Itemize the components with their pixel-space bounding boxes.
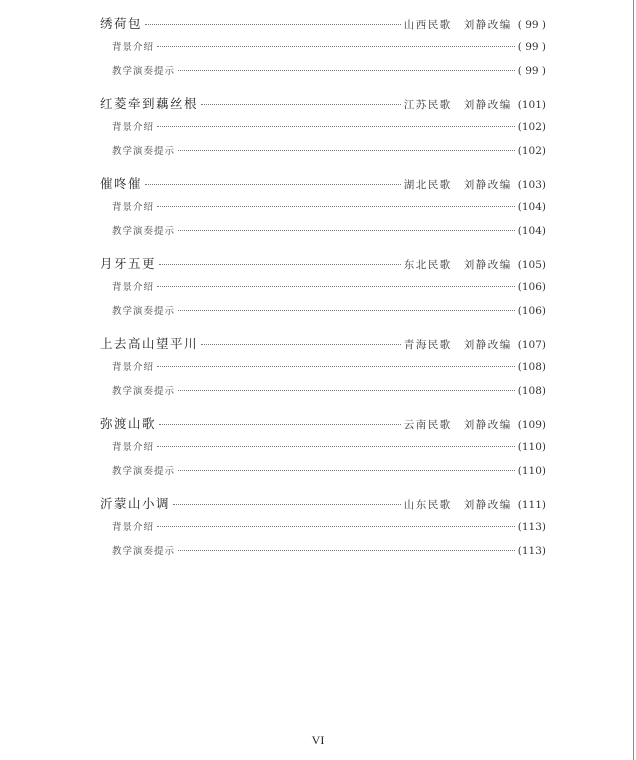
subentry-label: 背景介绍	[112, 122, 155, 133]
page-edge-line	[633, 0, 634, 760]
toc-subentry[interactable]	[100, 439, 546, 463]
entry-page: (105)	[517, 259, 546, 271]
toc-entry[interactable]	[100, 414, 546, 439]
toc-subentry[interactable]	[100, 383, 546, 414]
subentry-label: 教学演奏提示	[112, 546, 176, 557]
toc-subentry[interactable]	[100, 279, 546, 303]
dot-leader	[173, 504, 401, 505]
subentry-label: 背景介绍	[112, 362, 155, 373]
subentry-label: 教学演奏提示	[112, 466, 176, 477]
subentry-page: (102)	[517, 121, 546, 133]
subentry-label: 背景介绍	[112, 522, 155, 533]
toc-subentry[interactable]	[100, 199, 546, 223]
subentry-label: 教学演奏提示	[112, 226, 176, 237]
subentry-page: ( 99 )	[517, 65, 546, 77]
dot-leader	[201, 104, 401, 105]
subentry-page: (104)	[517, 225, 546, 237]
entry-source: 江苏民歌 刘静改编	[403, 99, 512, 111]
dot-leader	[178, 550, 515, 551]
dot-leader	[145, 24, 401, 25]
entry-page: ( 99 )	[517, 19, 546, 31]
dot-leader	[178, 150, 515, 151]
subentry-label: 背景介绍	[112, 442, 155, 453]
subentry-label: 背景介绍	[112, 202, 155, 213]
toc-subentry[interactable]	[100, 303, 546, 334]
dot-leader	[178, 390, 515, 391]
subentry-page: (108)	[517, 361, 546, 373]
entry-source: 青海民歌 刘静改编	[403, 339, 512, 351]
dot-leader	[157, 46, 515, 47]
dot-leader	[157, 286, 515, 287]
entry-source: 山西民歌 刘静改编	[403, 19, 512, 31]
subentry-page: (106)	[517, 305, 546, 317]
subentry-page: (113)	[517, 545, 546, 557]
toc-entry[interactable]	[100, 174, 546, 199]
entry-title: 上去高山望平川	[100, 336, 199, 351]
table-of-contents	[100, 14, 546, 574]
toc-entry[interactable]	[100, 94, 546, 119]
dot-leader	[178, 70, 515, 71]
dot-leader	[159, 264, 401, 265]
subentry-page: (110)	[517, 441, 546, 453]
entry-title: 沂蒙山小调	[100, 496, 171, 511]
dot-leader	[159, 424, 401, 425]
subentry-page: (108)	[517, 385, 546, 397]
dot-leader	[157, 526, 515, 527]
toc-subentry[interactable]	[100, 543, 546, 574]
toc-subentry[interactable]	[100, 223, 546, 254]
page-number: VI	[311, 733, 325, 747]
entry-title: 绣荷包	[100, 16, 143, 31]
entry-source: 东北民歌 刘静改编	[403, 259, 512, 271]
subentry-page: (104)	[517, 201, 546, 213]
dot-leader	[157, 206, 515, 207]
entry-page: (103)	[517, 179, 546, 191]
entry-page: (109)	[517, 419, 546, 431]
toc-subentry[interactable]	[100, 63, 546, 94]
entry-page: (101)	[517, 99, 546, 111]
entry-title: 催咚催	[100, 176, 143, 191]
entry-source: 山东民歌 刘静改编	[403, 499, 512, 511]
dot-leader	[178, 470, 515, 471]
entry-title: 弥渡山歌	[100, 416, 157, 431]
toc-subentry[interactable]	[100, 463, 546, 494]
toc-subentry[interactable]	[100, 143, 546, 174]
entry-title: 红菱牵到藕丝根	[100, 96, 199, 111]
toc-entry[interactable]	[100, 14, 546, 39]
dot-leader	[178, 310, 515, 311]
entry-page: (107)	[517, 339, 546, 351]
toc-subentry[interactable]	[100, 119, 546, 143]
dot-leader	[178, 230, 515, 231]
entry-source: 云南民歌 刘静改编	[403, 419, 512, 431]
subentry-page: (106)	[517, 281, 546, 293]
subentry-label: 教学演奏提示	[112, 306, 176, 317]
dot-leader	[201, 344, 401, 345]
toc-entry[interactable]	[100, 334, 546, 359]
subentry-page: (110)	[517, 465, 546, 477]
subentry-label: 教学演奏提示	[112, 386, 176, 397]
toc-entry[interactable]	[100, 254, 546, 279]
toc-subentry[interactable]	[100, 39, 546, 63]
entry-title: 月牙五更	[100, 256, 157, 271]
subentry-label: 背景介绍	[112, 282, 155, 293]
subentry-page: ( 99 )	[517, 41, 546, 53]
entry-source: 湖北民歌 刘静改编	[403, 179, 512, 191]
dot-leader	[157, 366, 515, 367]
dot-leader	[145, 184, 401, 185]
subentry-label: 教学演奏提示	[112, 146, 176, 157]
dot-leader	[157, 446, 515, 447]
toc-entry[interactable]	[100, 494, 546, 519]
toc-subentry[interactable]	[100, 519, 546, 543]
toc-subentry[interactable]	[100, 359, 546, 383]
subentry-page: (113)	[517, 521, 546, 533]
subentry-page: (102)	[517, 145, 546, 157]
dot-leader	[157, 126, 515, 127]
subentry-label: 教学演奏提示	[112, 66, 176, 77]
subentry-label: 背景介绍	[112, 42, 155, 53]
entry-page: (111)	[517, 499, 546, 511]
